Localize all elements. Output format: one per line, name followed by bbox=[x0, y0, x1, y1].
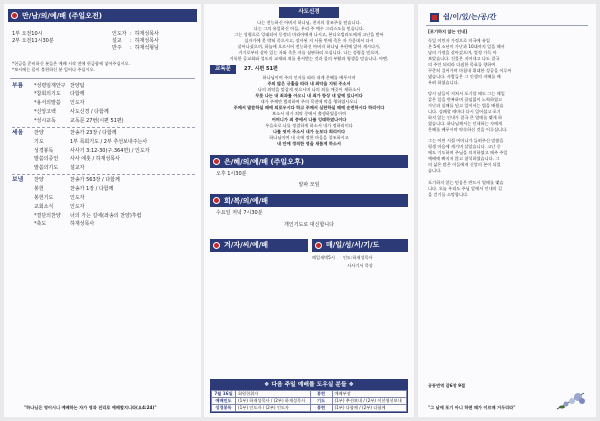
duty-label: 7월 16일 bbox=[212, 391, 236, 398]
essay-line: 같은 일을 반복하며 끊임없이 노력하였고 bbox=[428, 97, 503, 103]
essay-line: 온 5세 소년이 가난과 10대까지 일을 해서 bbox=[428, 44, 505, 49]
essay-line: 냈습니다. 사람들은 그 인생의 지혜를 배 bbox=[428, 74, 501, 79]
page-middle bbox=[204, 4, 414, 417]
order-item-leader: 찬양팀 bbox=[70, 82, 85, 89]
order-category bbox=[12, 91, 34, 98]
essay-line: 꾸준히 걸어가며 마침내 위대한 성공을 이루어 bbox=[428, 68, 512, 73]
order-item-leader: 다함께 bbox=[70, 91, 85, 98]
order-category bbox=[12, 118, 34, 125]
duty-label: 성경봉독 bbox=[212, 405, 236, 412]
creed-title: 사도신경 bbox=[279, 7, 339, 18]
order-category bbox=[12, 204, 34, 211]
essay-line: 남의 가정을 살아갔으며, 열정 가득 아 bbox=[428, 50, 497, 55]
essay-line: 의 주인 되리라 다짐한 목표를 향하여 bbox=[428, 62, 496, 67]
wednesday-service-header: 회/복/의/예/배 bbox=[210, 194, 408, 207]
essay-line: 였습니다. 하나님께서는 인내하는 자에게 bbox=[428, 121, 503, 127]
order-of-worship bbox=[12, 83, 195, 229]
essay-line: 의 삶은 많은 이들에게 신앙의 본이 되었 bbox=[428, 162, 501, 168]
book-icon bbox=[430, 13, 439, 22]
creed-line: 나는 그의 유일하신 아들, 우리 주 예수 그리스도를 믿습니다. bbox=[253, 26, 365, 31]
mustard-seed-header: 겨/자/씨/예/배 bbox=[210, 239, 308, 252]
essay-line: 은혜를 베푸시며 약속하신 것을 이루십니다. bbox=[428, 127, 508, 133]
duty-value: (1부) 하재성목사 / (2부) 하재성목사 bbox=[236, 398, 311, 405]
reading-line: 나를 씻어 주소서 내가 눈보다 희리이다 bbox=[272, 129, 345, 134]
reading-line: 내 안에 정직한 영을 새롭게 하소서 bbox=[277, 141, 341, 146]
order-item-leader: 인도자 bbox=[70, 100, 85, 107]
diamond-icon: ❖ bbox=[264, 382, 270, 388]
essay-line: 니다. 오늘 우리도 주님 앞에서 인내의 길 bbox=[428, 185, 503, 191]
order-item-leader: 사사기 3:12-30(구.364면) / 인도자 bbox=[70, 147, 150, 154]
essay-line: 가난과 실패를 딛고 일어서는 법을 배웠습 bbox=[428, 103, 504, 109]
next-week-duty bbox=[210, 379, 408, 413]
bullet-icon bbox=[315, 242, 322, 249]
essay-line: 니다. 실패할 때마다 다시 일어섰고 포기 bbox=[428, 109, 501, 115]
essay-line: 에도 기도하며 주님을 의지하였고 매주 주일 bbox=[428, 150, 508, 156]
essay-line: 습니다. bbox=[428, 168, 442, 174]
afternoon-service-header: 은/혜/의/예/배 (주일오후) bbox=[210, 155, 408, 168]
service-notes: *헌금을 준비하신 분들은 예배 시작 전에 헌금함에 넣어주십시오. *보시에는 몸이 불편하신 분 일어나 주십시오. bbox=[12, 60, 130, 72]
order-item-label: *결단의찬양 bbox=[34, 212, 61, 219]
duty-title: 다음 주일 예배를 도우실 분들 bbox=[271, 382, 347, 388]
page-left bbox=[4, 4, 201, 417]
order-item-label: *성령임재안구 bbox=[34, 82, 66, 89]
order-item-label: 봉헌기도 bbox=[34, 194, 54, 201]
order-item bbox=[12, 165, 195, 172]
service-time-1: 1부 오전10시 bbox=[12, 31, 43, 37]
reading-line: 내가 주께만 범죄하여 주의 목전에 악을 행하였사오니 bbox=[260, 99, 358, 104]
essay-line: 평생 마음에 새기며 살았습니다. 고난 중 bbox=[428, 144, 501, 150]
order-item-label: 봉헌 bbox=[34, 186, 44, 193]
order-category bbox=[12, 148, 34, 155]
order-category bbox=[12, 195, 34, 202]
essay-title: [포기하지 않는 인내] bbox=[428, 29, 468, 34]
duty-label: 봉헌 bbox=[310, 391, 332, 398]
reading-line: 주의 많은 긍휼을 따라 내 죄악을 지워 주소서 bbox=[267, 81, 351, 86]
order-item-leader: 사도신경 / 다함께 bbox=[70, 109, 109, 115]
order-item bbox=[12, 130, 195, 137]
order-item bbox=[12, 83, 195, 90]
order-item-leader: 찬송가 563장 / 다함께 bbox=[70, 177, 120, 184]
creed-line: 거룩한 공교회와 성도의 교제와 죄를 용서받는 것과 몸의 부활과 영생을 믿습니다. 아멘. bbox=[229, 56, 389, 61]
responsive-reading bbox=[210, 75, 408, 147]
responsive-reading-title: 교독문 bbox=[210, 65, 236, 74]
service-times bbox=[12, 31, 92, 53]
wednesday-event: 개인기도로 대신합니다 bbox=[284, 221, 334, 228]
verse-reference: 공동번역 갈6장 9절 bbox=[428, 383, 466, 388]
bullet-icon bbox=[11, 12, 18, 19]
creed-line: 그는 성령으로 잉태되어 동정녀 마리아에게 나시고, 본디오빌라도에게 고난을 받아 bbox=[234, 32, 384, 37]
daily-prayer-note: 사사기서 묵상 bbox=[347, 262, 373, 268]
order-category: 세움 bbox=[12, 130, 24, 136]
essay-body bbox=[428, 38, 588, 198]
reading-line: 하나님이여 주의 인자를 따라 내게 은혜를 베푸시며 bbox=[262, 75, 356, 80]
order-item-label: *신앙고백 bbox=[34, 109, 56, 115]
order-item-label: *참회의기도 bbox=[34, 91, 61, 98]
order-item-leader: 인도자 bbox=[70, 203, 85, 210]
flower-icon bbox=[554, 389, 588, 411]
order-item bbox=[12, 100, 195, 107]
order-item-label: *성시교독 bbox=[34, 117, 56, 124]
order-item-leader: 설교자 bbox=[70, 165, 85, 172]
order-category bbox=[12, 186, 34, 193]
essay-line: 독일 이민자 가정으로 미국에 유입 bbox=[428, 38, 490, 43]
sunday-service-title: 만/남/의/예/배 (주일오전) bbox=[22, 11, 102, 20]
order-item-label: *용서의말씀 bbox=[34, 100, 61, 107]
order-item-leader: 하재성목사 bbox=[70, 221, 95, 228]
duty-table bbox=[211, 390, 407, 412]
duty-row bbox=[212, 405, 407, 412]
bullet-icon bbox=[213, 242, 220, 249]
reading-line: 보소서 내가 죄악 중에서 출생하였음이여 bbox=[271, 111, 347, 116]
order-category bbox=[12, 156, 34, 163]
creed-line: 십자가에 못 박혀 죽으시고, 장사된 지 사흘 만에 죽은 자 가운데서 다시 bbox=[244, 38, 374, 43]
order-item-leader: 교독문 27번(시편 51편) bbox=[70, 117, 124, 124]
order-item bbox=[12, 186, 195, 193]
apostles-creed bbox=[210, 20, 408, 62]
order-item bbox=[12, 221, 195, 228]
order-item bbox=[12, 213, 195, 220]
creed-line: 거기로부터 살아 있는 자와 죽은 자를 심판하러 오십니다. 나는 성령을 믿으며, bbox=[238, 50, 380, 55]
afternoon-event: 알파 모임 bbox=[298, 182, 320, 189]
duty-row bbox=[212, 398, 407, 405]
service-leaders: 인도자 : 하재성목사 설교 : 하재성목사 반주 : 하재석형님 bbox=[112, 31, 159, 52]
duty-row bbox=[212, 391, 407, 398]
order-item-label: 찬양 bbox=[34, 177, 44, 184]
order-category: 보냄 bbox=[12, 177, 24, 184]
order-item bbox=[12, 109, 195, 116]
order-item-label: 성경봉독 bbox=[34, 147, 54, 154]
duty-value: 예배부장 bbox=[332, 391, 407, 398]
page-right bbox=[418, 4, 596, 417]
order-item-leader: 인도자 bbox=[70, 194, 85, 201]
order-item-label: 말씀의기도 bbox=[34, 165, 59, 172]
essay-line: 을 걷기를 소망합니다. bbox=[428, 191, 469, 197]
order-item-leader: 너의 가는 길에(좌송의 찬양)후렴 bbox=[70, 212, 142, 219]
order-category bbox=[12, 221, 34, 228]
order-item-label: 기도 bbox=[34, 138, 44, 145]
bullet-icon bbox=[213, 158, 220, 165]
order-item bbox=[12, 156, 195, 163]
order-item-leader: 찬송가 23장 / 다함께 bbox=[70, 130, 117, 136]
essay-line: 하지 않는 인내가 결국 큰 열매를 맺게 하 bbox=[428, 115, 503, 121]
order-item bbox=[12, 204, 195, 211]
sunday-service-header bbox=[8, 9, 197, 22]
order-item-leader: 1부 목회기도 / 2부 추선보내주는사 bbox=[70, 138, 148, 145]
order-item bbox=[12, 148, 195, 155]
essay-line: 예배에 빠지지 않고 참석하였습니다. 그 bbox=[428, 156, 500, 162]
essay-line: 우려 하였습니다. bbox=[428, 80, 459, 85]
order-item-leader: 찬송가 1장 / 다함께 bbox=[70, 186, 114, 193]
daily-prayer-header: 매/일/성/서/기/도 bbox=[312, 239, 408, 252]
duty-label: 봉헌 bbox=[310, 405, 332, 412]
order-item bbox=[12, 195, 195, 202]
order-item-label: *축도 bbox=[34, 221, 47, 228]
order-item bbox=[12, 118, 195, 125]
order-category bbox=[12, 165, 34, 172]
rest-space-title: 쉼/이/있/는/공/간 bbox=[443, 13, 497, 21]
order-item bbox=[12, 177, 195, 184]
reading-line: 주께서 말씀하실 때에 의로우시다 하고 주께서 심판하실 때에 순전하시다 하리이다 bbox=[233, 105, 385, 110]
closing-verse-box bbox=[428, 383, 588, 411]
duty-value: (1부) 다함께 / (2부) 다함께 bbox=[332, 405, 407, 412]
duty-label: 예배인도 bbox=[212, 398, 236, 405]
duty-value: 회원헌위자 bbox=[236, 391, 311, 398]
order-category: 부름 bbox=[12, 82, 24, 89]
afternoon-time: 오후 1시30분 bbox=[216, 171, 247, 177]
daily-prayer-time: 매일새벽5시 bbox=[312, 254, 335, 260]
reading-line: 우슬초로 나를 정결하게 하소서 내가 정하리이다 bbox=[265, 123, 353, 128]
duty-value: (1부) 추선보내 / (2부) 이선영선보내 bbox=[332, 398, 407, 405]
essay-line: 보았습니다. 건물은 지어내고 나도 결국 bbox=[428, 56, 500, 61]
bullet-icon bbox=[213, 197, 220, 204]
order-category bbox=[12, 213, 34, 220]
essay-line: 그는 어린 시절 어머니가 들려주신 말씀을 bbox=[428, 138, 504, 144]
creed-line: 나는 전능하신 아버지 하나님, 천지의 창조주를 믿습니다. bbox=[257, 20, 361, 25]
creed-line: 살아나셨으며, 하늘에 오르시어 전능하신 아버지 하나님 우편에 앉아 계시다가, bbox=[237, 44, 381, 49]
order-item-label: 찬양 bbox=[34, 130, 44, 136]
wednesday-time: 수요일 저녁 7시30분 bbox=[216, 210, 263, 217]
reading-line: 하나님이여 내 속에 정한 마음을 창조하시고 bbox=[269, 135, 349, 140]
order-item bbox=[12, 139, 195, 146]
essay-line: 당시 남들이 지쳐서 포기할 때도 그는 매일 bbox=[428, 91, 505, 97]
service-time-2: 2부 오전11시30분 bbox=[12, 38, 54, 45]
verse-text: "그 날에 포기 아니 하면 때가 이르매 거두리라" bbox=[428, 405, 516, 410]
order-item bbox=[12, 91, 195, 98]
order-item-leader: 사사 에훗 / 하재성목사 bbox=[70, 156, 120, 163]
closing-verse: "하나님은 영이시니 예배하는 자가 영과 진리로 예배할지니라(요4:24)" bbox=[24, 405, 157, 410]
reading-line: 무릇 나는 내 죄과를 아오니 내 죄가 항상 내 앞에 있나이다 bbox=[255, 93, 363, 98]
responsive-reading-psalm: 27. 시편 51편 bbox=[244, 65, 278, 72]
order-item-label: 교회소식 bbox=[34, 203, 54, 210]
order-category bbox=[12, 109, 34, 116]
duty-value: (1부) 인도자 / (2부) 인도자 bbox=[236, 405, 311, 412]
order-item-label: 말씀의증언 bbox=[34, 156, 59, 163]
order-category bbox=[12, 100, 34, 107]
essay-line: 포기하지 않는 믿음은 반드시 열매를 맺습 bbox=[428, 179, 504, 185]
reading-line: 어머니가 죄 중에서 나를 잉태하였나이다 bbox=[271, 117, 347, 122]
reading-line: 나의 죄악을 말갛게 씻으시며 나의 죄를 깨끗이 제하소서 bbox=[257, 87, 361, 92]
daily-prayer-leader: 인도:하재성목사 bbox=[342, 254, 373, 260]
diamond-icon: ❖ bbox=[348, 382, 354, 388]
duty-label: 기도 bbox=[310, 398, 332, 405]
order-category bbox=[12, 139, 34, 146]
